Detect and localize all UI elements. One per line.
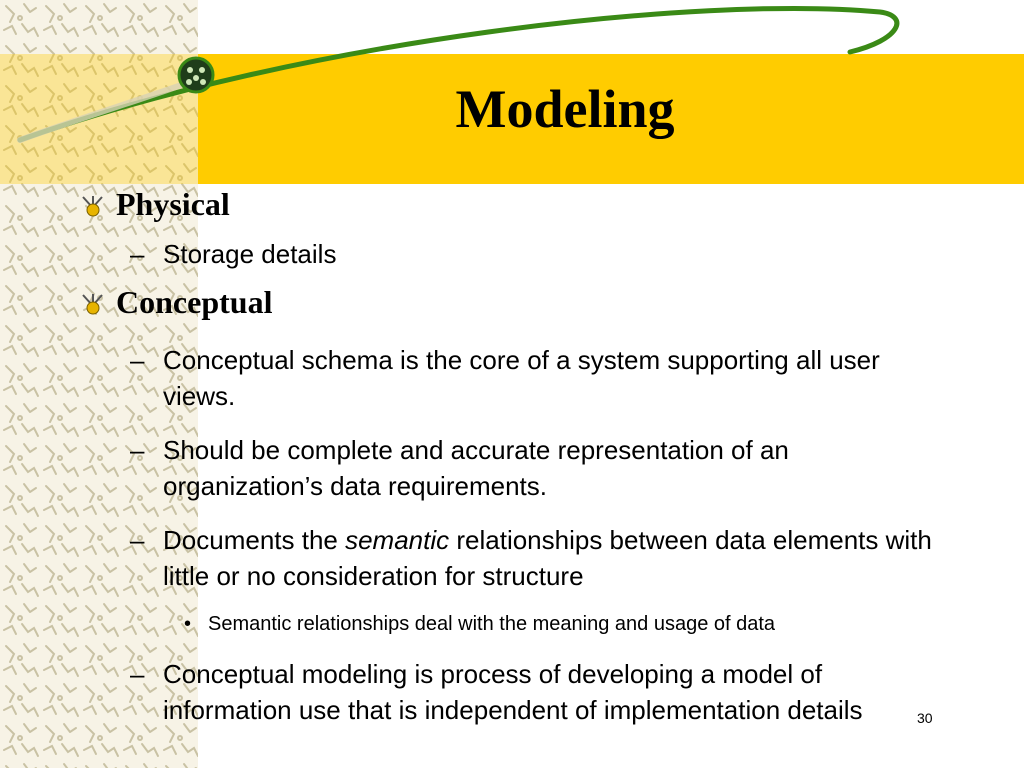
bullet-physical [80, 186, 230, 222]
subitem-text: Conceptual schema is the core of a system supporting all user views. [163, 345, 880, 411]
page-number: 30 [917, 710, 933, 726]
bullet-label: Conceptual [116, 284, 273, 320]
dash-marker: – [130, 435, 145, 465]
subitem-text: Conceptual modeling is process of developing a model of information use that is independent of implementation details [163, 659, 863, 725]
subitem-text: Should be complete and accurate representation of an organization’s data requirements. [163, 435, 789, 501]
text-after: relationships between data elements with little or no consideration for structure [163, 525, 932, 591]
dash-marker: – [130, 239, 145, 269]
subitem-conceptual-modeling [130, 656, 950, 728]
subitem-complete-accurate [130, 432, 950, 504]
dash-marker: – [130, 525, 145, 555]
subsubitem-text: Semantic relationships deal with the meaning and usage of data [208, 613, 776, 635]
subitem-text: Storage details [163, 239, 337, 269]
subitem-conceptual-schema [130, 342, 950, 414]
emphasis-semantic: semantic [345, 525, 450, 555]
subitem-text [130, 522, 950, 594]
text-before: Documents the [163, 525, 346, 555]
bullet-icon [80, 195, 106, 217]
subitem-storage-details [130, 236, 950, 272]
subsubitem-semantic-meaning [184, 611, 944, 637]
dot-marker: • [184, 613, 192, 635]
bullet-icon [80, 293, 106, 315]
dash-marker: – [130, 345, 145, 375]
slide-title: Modeling [455, 79, 675, 139]
bullet-conceptual [80, 284, 272, 320]
dash-marker: – [130, 659, 145, 689]
subitem-semantic-relationships [130, 522, 950, 594]
bullet-label: Physical [116, 186, 230, 222]
